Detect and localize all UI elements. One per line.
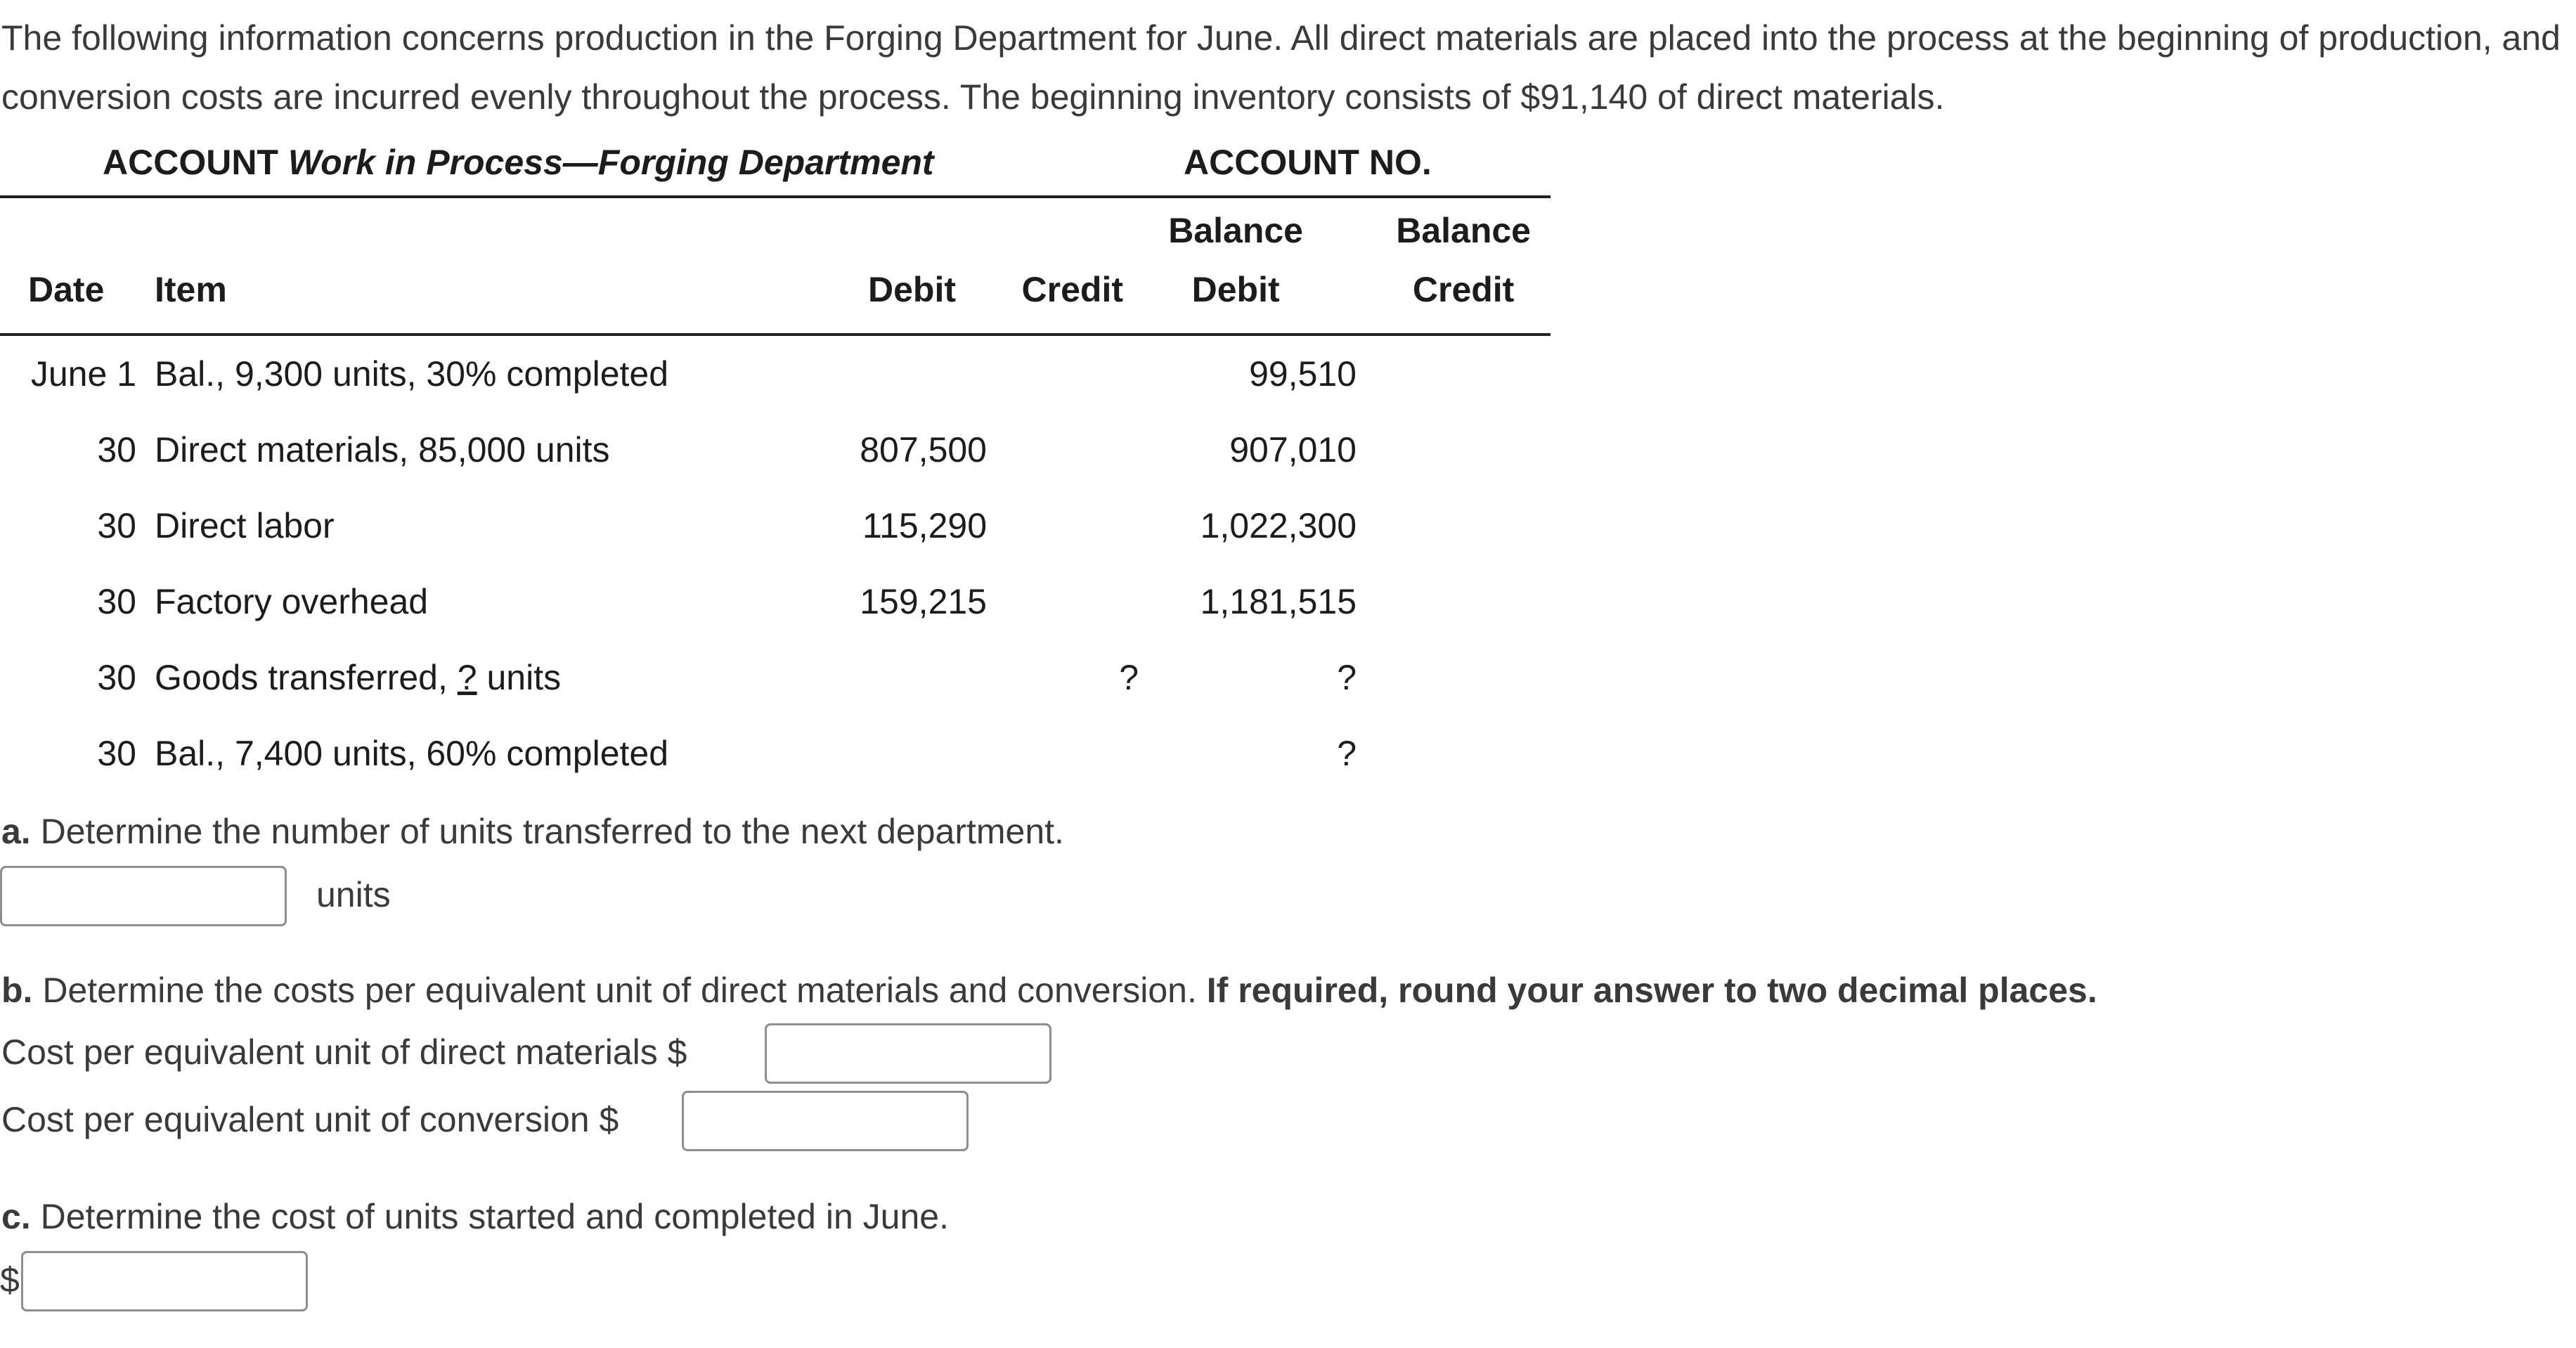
row-item-unknown: ?	[457, 658, 477, 697]
row-date: June 1	[30, 354, 136, 394]
header-debit: Debit	[868, 270, 956, 309]
question-b	[1, 970, 2097, 1011]
row-credit: ?	[1119, 658, 1139, 697]
ledger-column-headers	[0, 198, 1551, 336]
question-a-letter: a.	[1, 812, 31, 851]
ledger-table	[0, 139, 1551, 791]
header-balance-credit-bottom: Credit	[1412, 270, 1515, 309]
ledger-account-header	[0, 139, 1551, 198]
units-label: units	[316, 875, 391, 914]
table-row	[0, 564, 1551, 640]
conversion-cost-label: Cost per equivalent unit of conversion $	[1, 1100, 619, 1139]
account-name: Work in Process—Forging Department	[287, 143, 934, 182]
units-transferred-input[interactable]	[0, 866, 287, 926]
row-balance-debit: 99,510	[1249, 354, 1357, 394]
row-item: Direct labor	[155, 506, 335, 545]
row-balance-debit: ?	[1337, 734, 1357, 773]
account-prefix: ACCOUNT	[103, 143, 278, 182]
row-item: Bal., 9,300 units, 30% completed	[155, 354, 669, 394]
question-b-letter: b.	[1, 971, 33, 1010]
header-balance-debit	[1168, 201, 1303, 319]
question-c-text: Determine the cost of units started and completed in June.	[40, 1197, 949, 1236]
row-debit: 807,500	[860, 430, 987, 469]
header-balance-credit	[1396, 201, 1531, 319]
row-balance-debit: 1,181,515	[1200, 582, 1357, 621]
question-b-text: Determine the costs per equivalent unit of direct materials and conversion.	[42, 971, 1197, 1010]
header-balance-credit-top: Balance	[1396, 211, 1531, 250]
table-row	[0, 640, 1551, 715]
row-item-pre: Goods transferred,	[155, 658, 458, 697]
row-item: Factory overhead	[155, 582, 429, 621]
intro-paragraph: The following information concerns production in the Forging Department for June. All direct materials are placed into the process at the beginning of production, and conversion costs are incurred evenly throughout the process. The beginning inventory consists of $91,140 of direct materials.	[1, 18, 2561, 117]
conversion-cost-input[interactable]	[682, 1091, 969, 1151]
header-balance-debit-top: Balance	[1168, 211, 1303, 250]
row-item: Bal., 7,400 units, 60% completed	[155, 734, 669, 773]
header-credit: Credit	[1021, 270, 1123, 309]
row-item: Direct materials, 85,000 units	[155, 430, 610, 469]
question-b-emphasis: If required, round your answer to two decimal places.	[1206, 971, 2097, 1010]
row-date: 30	[97, 430, 136, 469]
question-a	[1, 811, 1064, 852]
row-date: 30	[97, 734, 136, 773]
row-date: 30	[97, 506, 136, 545]
ledger-rows	[0, 336, 1551, 791]
header-item: Item	[155, 270, 227, 309]
table-row	[0, 412, 1551, 488]
question-a-text: Determine the number of units transferred to the next department.	[40, 812, 1064, 851]
account-title	[103, 142, 934, 183]
dm-cost-input[interactable]	[765, 1023, 1051, 1084]
header-balance-debit-bottom: Debit	[1191, 270, 1280, 309]
question-c	[1, 1196, 949, 1237]
dm-cost-label: Cost per equivalent unit of direct materials $	[1, 1032, 687, 1072]
currency-symbol: $	[0, 1260, 20, 1300]
row-balance-debit: 907,010	[1229, 430, 1357, 469]
row-balance-debit: 1,022,300	[1200, 506, 1357, 545]
account-number-label: ACCOUNT NO.	[1184, 143, 1432, 182]
row-date: 30	[97, 582, 136, 621]
row-item-post: units	[477, 658, 562, 697]
question-c-letter: c.	[1, 1197, 31, 1236]
started-completed-cost-input[interactable]	[21, 1251, 308, 1311]
row-item	[155, 640, 561, 715]
table-row	[0, 336, 1551, 412]
row-balance-debit: ?	[1337, 658, 1357, 697]
table-row	[0, 488, 1551, 564]
row-debit: 159,215	[860, 582, 987, 621]
row-debit: 115,290	[862, 506, 987, 545]
row-date: 30	[97, 658, 136, 697]
table-row	[0, 715, 1551, 791]
header-date: Date	[28, 270, 105, 309]
